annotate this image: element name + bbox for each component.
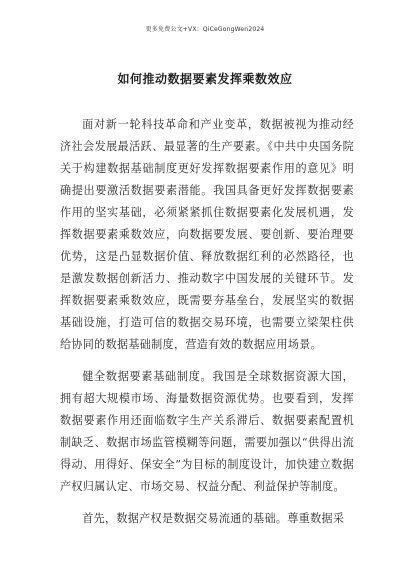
- document-title: 如何推动数据要素发挥乘数效应: [117, 72, 293, 86]
- paragraph-2: 健全数据要素基础制度。我国是全球数据资源大国，拥有超大规模市场、海量数据资源优势。也要看到，发挥数据要素作用还面临数字生产关系滞后、数据要素配置机制缺乏、数据市场监管模糊等问题，需要加强以“供得出流得动、用得好、保安全”为目标的制度设计，加快建立数据产权归属认定、市场交易、权益分配、利益保护等制度。: [60, 370, 354, 493]
- page-header: 更多免费公文+VX：QiCeGongWen2024: [145, 26, 265, 33]
- paragraph-1: 面对新一轮科技革命和产业变革，数据被视为推动经济社会发展最活跃、最显著的生产要素。《中共中央国务院关于构建数据基础制度更好发挥数据要素作用的意见》明确提出要激活数据要素潜能。我国具备更好发挥数据要素作用的坚实基础，必须紧紧抓住数据要素化发展机遇，发挥数据要素乘数效应，向数据要发展、要创新、要治理要优势，这是凸显数据价值、释放数据红利的必然路径，也是激发数据创新活力、推动数字中国发展的关键环节。发挥数据要素乘数效应，既需要夯基垒台，发展坚实的数据基础设施，打造可信的数据交易环境，也需要立梁架柱供给协同的数据基础制度，营造有效的数据应用场景。: [60, 118, 354, 351]
- document-body: [60, 114, 354, 540]
- paragraph-3: 首先，数据产权是数据交易流通的基础。尊重数据采: [82, 512, 345, 525]
